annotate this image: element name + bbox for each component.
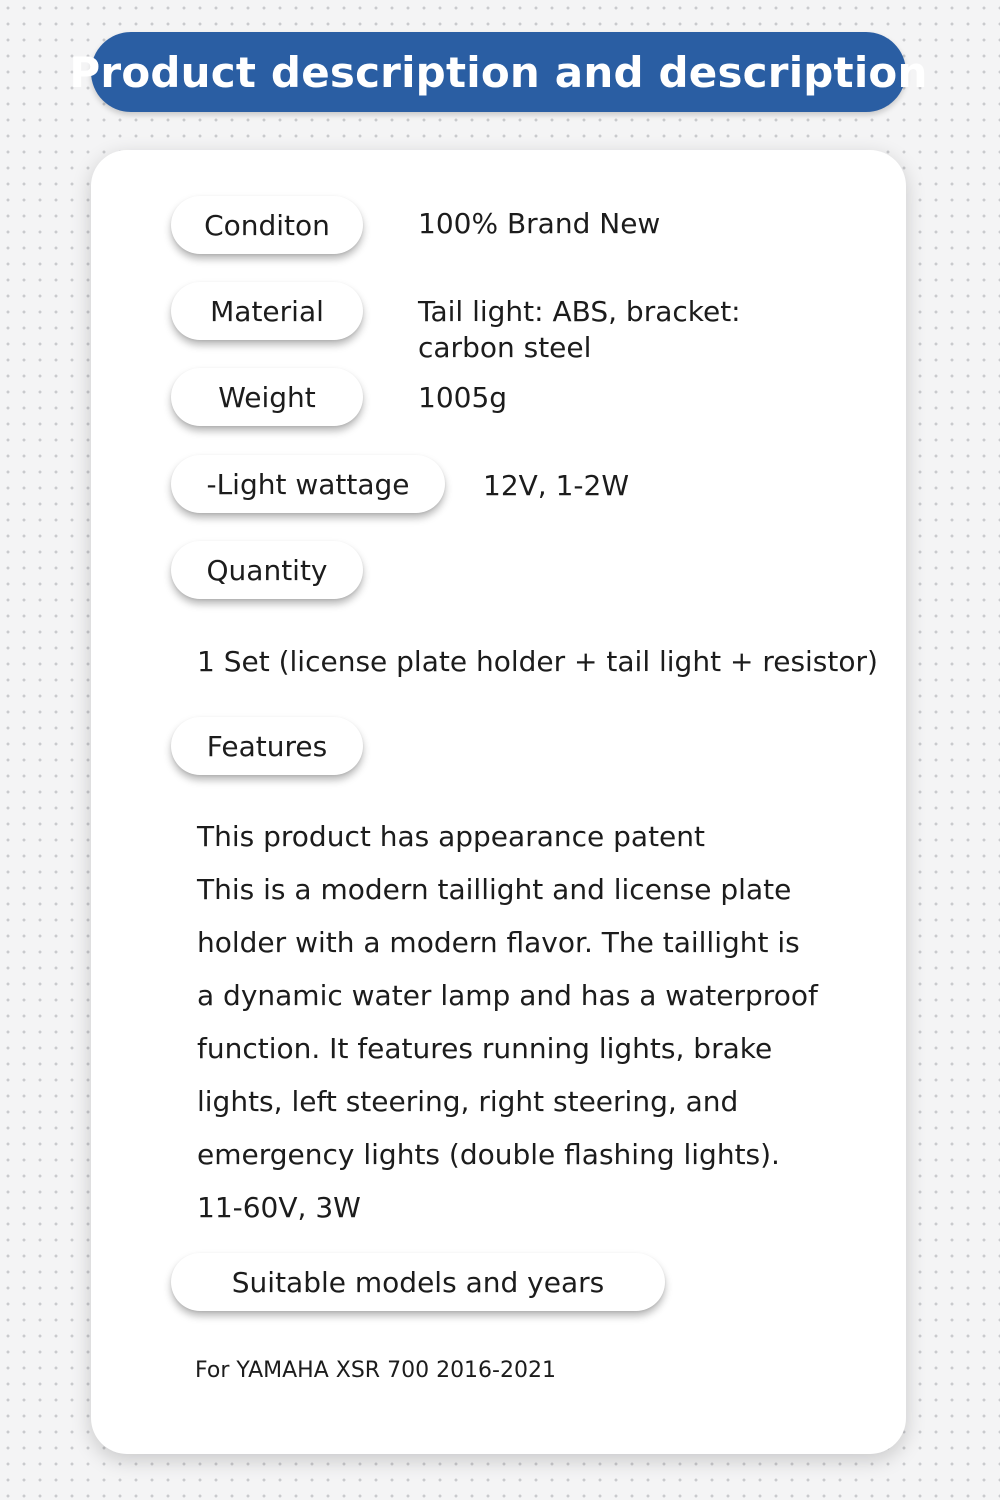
features-line: This is a modern taillight and license plate — [197, 873, 792, 906]
page-title-banner — [69, 32, 928, 112]
models-label: Suitable models and years — [231, 1265, 605, 1299]
features-line: 11-60V, 3W — [197, 1191, 361, 1224]
quantity-label: Quantity — [206, 553, 328, 587]
weight-label-pill — [171, 368, 363, 426]
features-line: holder with a modern flavor. The taillight is — [197, 926, 800, 959]
product-spec-card — [91, 150, 906, 1454]
condition-label: Conditon — [204, 208, 330, 242]
models-label-pill — [171, 1253, 665, 1311]
material-label: Material — [210, 294, 324, 328]
features-line: emergency lights (double flashing lights). — [197, 1138, 780, 1171]
condition-value: 100% Brand New — [418, 207, 661, 240]
features-line: function. It features running lights, brake — [197, 1032, 773, 1065]
material-label-pill — [171, 282, 363, 340]
material-value-line-2: carbon steel — [418, 331, 592, 364]
features-line: lights, left steering, right steering, and — [197, 1085, 739, 1118]
models-value: For YAMAHA XSR 700 2016-2021 — [195, 1358, 556, 1383]
weight-label: Weight — [218, 380, 316, 414]
wattage-value: 12V, 1-2W — [483, 469, 630, 502]
features-label-pill — [171, 717, 363, 775]
wattage-label: -Light wattage — [206, 467, 410, 501]
features-description — [197, 810, 877, 1234]
features-line: This product has appearance patent — [197, 820, 705, 853]
page-title: Product description and description — [69, 47, 928, 97]
weight-value: 1005g — [418, 381, 508, 414]
features-line: a dynamic water lamp and has a waterproof — [197, 979, 818, 1012]
wattage-label-pill — [171, 455, 445, 513]
features-label: Features — [206, 729, 328, 763]
material-value — [418, 294, 741, 366]
material-value-line-1: Tail light: ABS, bracket: — [418, 295, 741, 328]
quantity-value: 1 Set (license plate holder + tail light + resistor) — [197, 645, 878, 678]
condition-label-pill — [171, 196, 363, 254]
quantity-label-pill — [171, 541, 363, 599]
